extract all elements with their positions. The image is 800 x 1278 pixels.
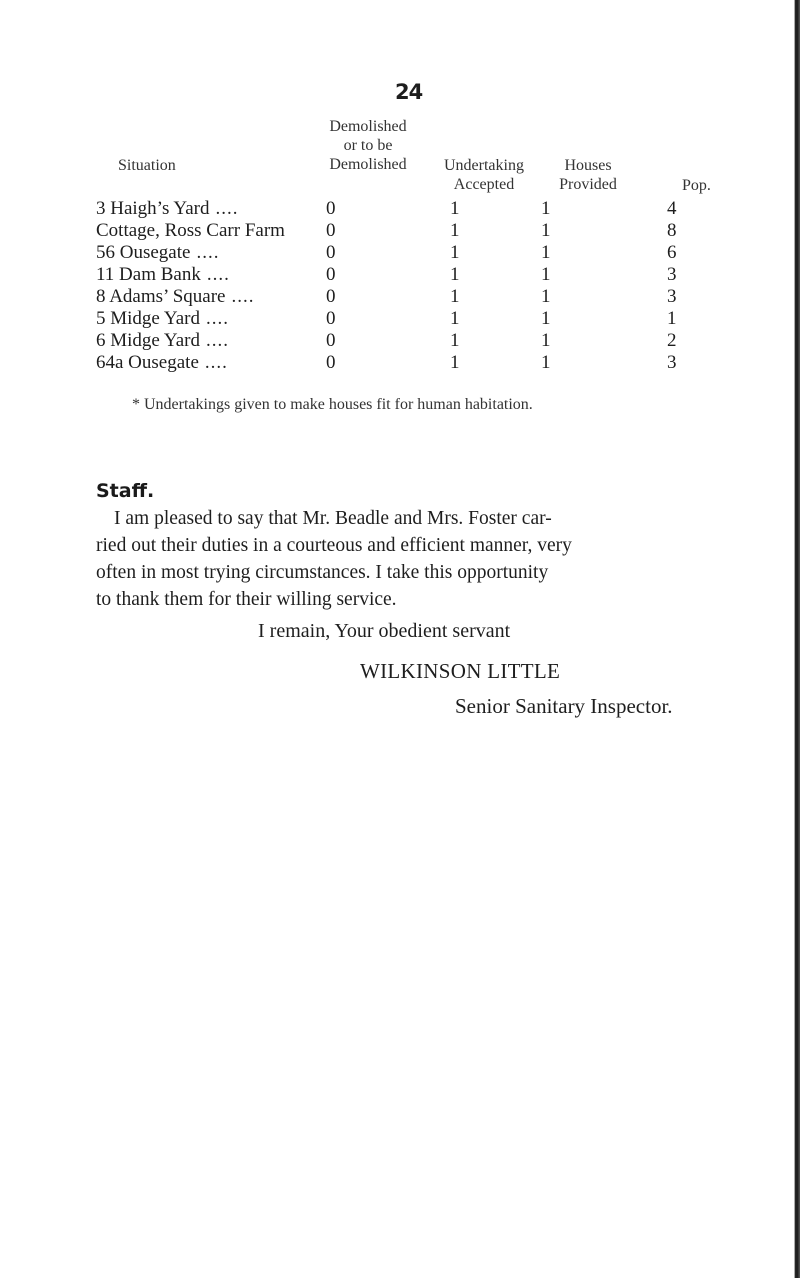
cell-demolished: 0 bbox=[326, 286, 336, 307]
staff-heading: Staff. bbox=[96, 480, 155, 502]
cell-pop: 1 bbox=[667, 308, 677, 329]
leader-dots: .... bbox=[206, 264, 230, 285]
cell-situation bbox=[96, 352, 318, 374]
table-row bbox=[96, 264, 707, 286]
situation-text: Cottage, Ross Carr Farm bbox=[96, 220, 285, 241]
leader-dots: .... bbox=[196, 242, 220, 263]
cell-demolished: 0 bbox=[326, 352, 336, 373]
cell-pop: 3 bbox=[667, 352, 677, 373]
header-demolished-line-1: Demolished bbox=[329, 118, 407, 135]
situation-text: 11 Dam Bank bbox=[96, 264, 201, 285]
cell-situation bbox=[96, 308, 318, 330]
leader-dots: .... bbox=[231, 286, 255, 307]
staff-line-1: I am pleased to say that Mr. Beadle and Mrs. Foster car- bbox=[114, 508, 552, 529]
table-row bbox=[96, 308, 707, 330]
demolition-table bbox=[96, 198, 707, 374]
cell-pop: 3 bbox=[667, 286, 677, 307]
header-situation: Situation bbox=[118, 157, 176, 174]
signature-title: Senior Sanitary Inspector. bbox=[455, 694, 673, 718]
cell-undertaking: 1 bbox=[450, 264, 460, 285]
cell-houses: 1 bbox=[541, 308, 551, 329]
situation-text: 56 Ousegate bbox=[96, 242, 191, 263]
cell-houses: 1 bbox=[541, 352, 551, 373]
table-row bbox=[96, 198, 707, 220]
cell-undertaking: 1 bbox=[450, 330, 460, 351]
header-houses-line-1: Houses bbox=[564, 157, 612, 174]
header-demolished-line-2: or to be bbox=[343, 137, 393, 154]
signature-name: WILKINSON LITTLE bbox=[360, 659, 561, 683]
situation-text: 8 Adams’ Square bbox=[96, 286, 226, 307]
cell-pop: 8 bbox=[667, 220, 677, 241]
cell-demolished: 0 bbox=[326, 264, 336, 285]
leader-dots: .... bbox=[215, 198, 239, 219]
situation-text: 3 Haigh’s Yard bbox=[96, 198, 210, 219]
leader-dots: .... bbox=[204, 352, 228, 373]
header-houses bbox=[533, 156, 643, 194]
staff-line-4: to thank them for their willing service. bbox=[96, 589, 397, 610]
cell-undertaking: 1 bbox=[450, 198, 460, 219]
cell-undertaking: 1 bbox=[450, 286, 460, 307]
header-undertaking-line-2: Accepted bbox=[453, 176, 515, 193]
cell-situation bbox=[96, 220, 318, 242]
page-edge-shadow bbox=[791, 0, 800, 1278]
cell-situation bbox=[96, 286, 318, 308]
table-row bbox=[96, 330, 707, 352]
header-demolished-line-3: Demolished bbox=[329, 156, 407, 173]
situation-text: 5 Midge Yard bbox=[96, 308, 200, 329]
cell-pop: 2 bbox=[667, 330, 677, 351]
cell-demolished: 0 bbox=[326, 308, 336, 329]
cell-situation bbox=[96, 198, 318, 220]
cell-houses: 1 bbox=[541, 220, 551, 241]
table-row bbox=[96, 352, 707, 374]
cell-houses: 1 bbox=[541, 264, 551, 285]
cell-demolished: 0 bbox=[326, 198, 336, 219]
cell-demolished: 0 bbox=[326, 330, 336, 351]
cell-houses: 1 bbox=[541, 330, 551, 351]
cell-undertaking: 1 bbox=[450, 308, 460, 329]
table-row bbox=[96, 220, 707, 242]
cell-pop: 3 bbox=[667, 264, 677, 285]
header-undertaking-line-1: Undertaking bbox=[444, 157, 524, 174]
cell-situation bbox=[96, 264, 318, 286]
cell-situation bbox=[96, 330, 318, 352]
header-houses-line-2: Provided bbox=[559, 176, 617, 193]
staff-line-3: often in most trying circumstances. I take this opportunity bbox=[96, 562, 549, 583]
cell-undertaking: 1 bbox=[450, 220, 460, 241]
leader-dots: .... bbox=[205, 308, 229, 329]
cell-houses: 1 bbox=[541, 198, 551, 219]
cell-undertaking: 1 bbox=[450, 352, 460, 373]
cell-situation bbox=[96, 242, 318, 264]
cell-demolished: 0 bbox=[326, 220, 336, 241]
situation-text: 6 Midge Yard bbox=[96, 330, 200, 351]
header-undertaking bbox=[420, 156, 548, 194]
footnote: * Undertakings given to make houses fit for human habitation. bbox=[132, 396, 533, 413]
header-demolished bbox=[305, 117, 431, 174]
staff-paragraph bbox=[96, 505, 726, 613]
leader-dots: .... bbox=[205, 330, 229, 351]
cell-undertaking: 1 bbox=[450, 242, 460, 263]
cell-houses: 1 bbox=[541, 242, 551, 263]
cell-pop: 6 bbox=[667, 242, 677, 263]
table-body bbox=[96, 198, 707, 374]
header-pop: Pop. bbox=[682, 177, 711, 194]
table-row bbox=[96, 242, 707, 264]
page-number: 24 bbox=[395, 80, 423, 104]
cell-pop: 4 bbox=[667, 198, 677, 219]
staff-line-2: ried out their duties in a courteous and efficient manner, very bbox=[96, 535, 572, 556]
table-row bbox=[96, 286, 707, 308]
closing-remain: I remain, Your obedient servant bbox=[258, 620, 511, 642]
situation-text: 64a Ousegate bbox=[96, 352, 199, 373]
cell-demolished: 0 bbox=[326, 242, 336, 263]
cell-houses: 1 bbox=[541, 286, 551, 307]
